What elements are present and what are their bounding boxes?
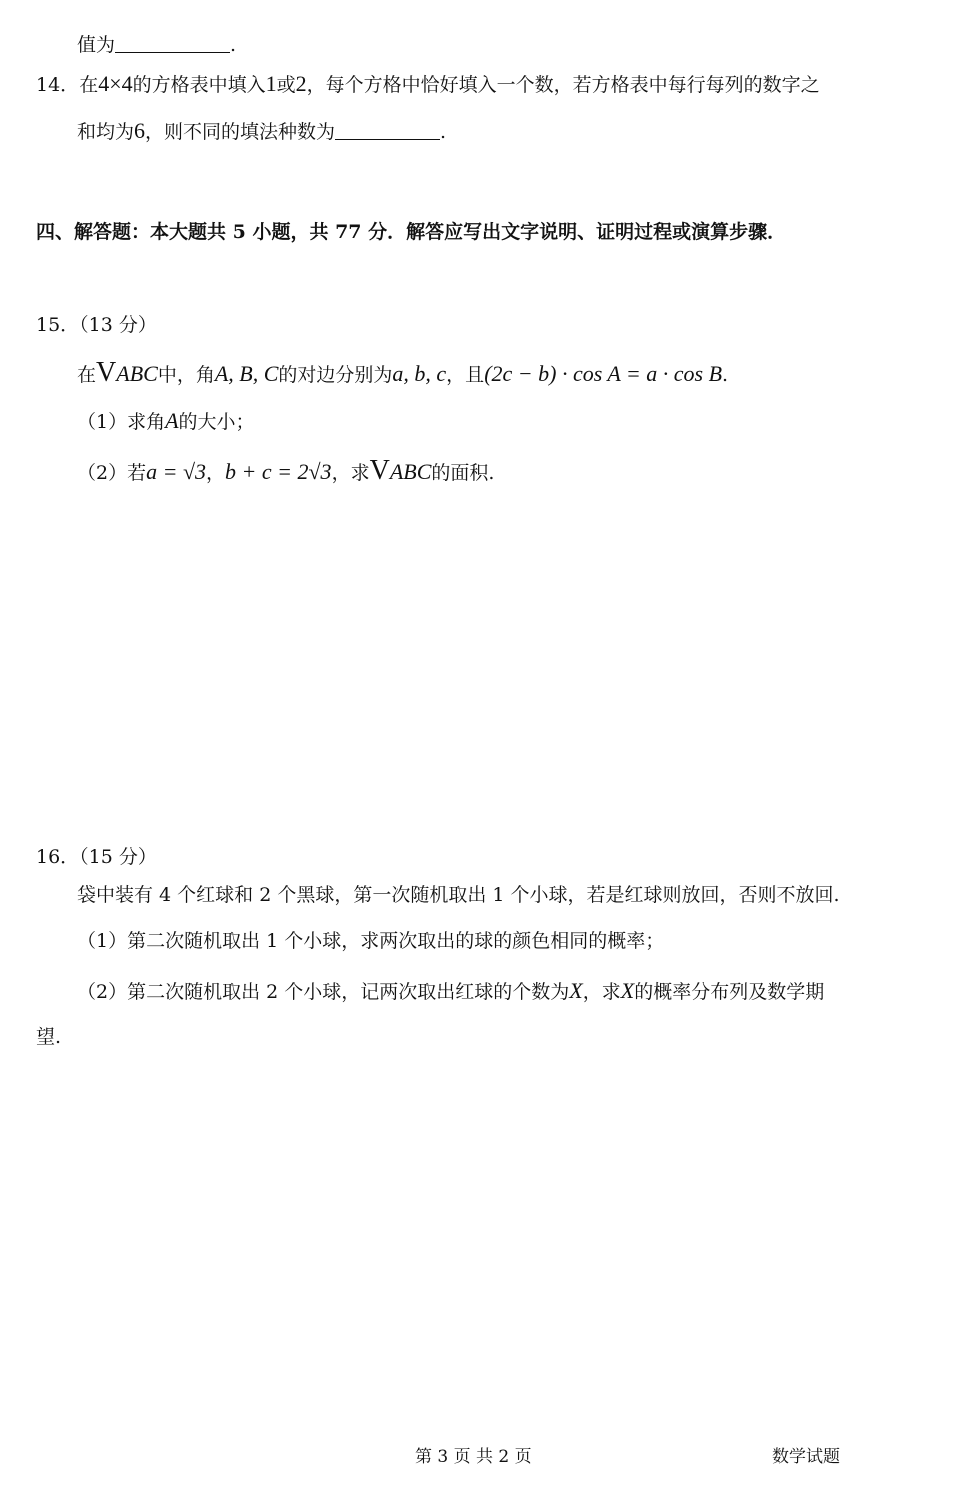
q15-part-1 xyxy=(77,408,255,434)
q15-p2-text: ，求 xyxy=(331,462,370,484)
q14-text: ，则不同的填法种数为 xyxy=(145,121,336,143)
q15-math-angles: A, B, C xyxy=(214,361,279,386)
q16-part-1: （1）第二次随机取出 1 个小球，求两次取出的球的颜色相同的概率； xyxy=(77,930,665,952)
q16-header: 16．（15 分） xyxy=(36,846,157,868)
triangle-symbol: V xyxy=(369,455,390,486)
q14-math-grid: 4×4 xyxy=(98,71,133,96)
q15-p1-text: 的大小； xyxy=(178,411,255,433)
q16-part-2-continued: 望. xyxy=(36,1026,62,1048)
q16-p2-text: 的概率分布列及数学期 xyxy=(634,981,825,1003)
q15-p1-text: （1）求角 xyxy=(77,411,166,433)
q14-text: 和均为 xyxy=(77,121,135,143)
q15-text: 在 xyxy=(77,364,97,386)
q14-line-1 xyxy=(36,71,820,97)
q15-text: 中，角 xyxy=(157,364,215,386)
q13-answer-blank xyxy=(115,34,230,53)
q15-math-abc: ABC xyxy=(116,361,158,386)
q14-math-six: 6 xyxy=(134,118,146,143)
q16-part-2 xyxy=(77,978,824,1004)
q14-line-2 xyxy=(77,118,446,144)
q14-period: . xyxy=(440,121,447,143)
q15-math-equation: (2c − b) · cos A = a · cos B xyxy=(484,361,723,386)
q14-text: 在 xyxy=(79,74,99,96)
q16-p2-math-x: X xyxy=(569,978,583,1003)
triangle-symbol: V xyxy=(96,357,117,388)
q15-part-2 xyxy=(77,454,494,488)
q14-answer-blank xyxy=(335,121,440,140)
q16-p2-math-x: X xyxy=(620,978,635,1003)
q14-math-one: 1 xyxy=(265,71,277,96)
page-number: 第 3 页 共 2 页 xyxy=(415,1447,532,1467)
subject-label: 数学试题 xyxy=(772,1447,840,1467)
q15-p2-math-bc: b + c = 2√3 xyxy=(225,459,332,484)
q14-text: ，每个方格中恰好填入一个数，若方格表中每行每列的数字之 xyxy=(306,74,820,96)
q15-p2-text: 的面积. xyxy=(431,462,495,484)
q15-math-sides: a, b, c xyxy=(392,361,447,386)
q15-p2-text: ， xyxy=(206,462,226,484)
q14-number: 14． xyxy=(36,74,80,96)
q16-p2-text: ，求 xyxy=(582,981,621,1003)
q14-text: 或 xyxy=(276,74,296,96)
q14-math-two: 2 xyxy=(295,71,307,96)
section-heading: 四、解答题：本大题共 5 小题，共 77 分．解答应写出文字说明、证明过程或演算步骤． xyxy=(36,221,787,243)
q15-text: ，且 xyxy=(446,364,485,386)
q13-period: . xyxy=(230,34,237,56)
q15-stem xyxy=(77,356,728,390)
q16-p2-text: （2）第二次随机取出 2 个小球，记两次取出红球的个数为 xyxy=(77,981,570,1003)
q15-p2-math-a: a = √3 xyxy=(146,459,207,484)
q15-p2-text: （2）若 xyxy=(77,462,147,484)
q15-header: 15．（13 分） xyxy=(36,314,157,336)
q13-answer-line xyxy=(77,34,236,57)
q15-text: 的对边分别为 xyxy=(278,364,393,386)
q15-p2-math-abc: ABC xyxy=(389,459,432,484)
q14-text: 的方格表中填入 xyxy=(132,74,266,96)
q15-period: . xyxy=(722,364,729,386)
q15-p1-math: A xyxy=(165,408,179,433)
q16-stem: 袋中装有 4 个红球和 2 个黑球，第一次随机取出 1 个小球，若是红球则放回，否则不放回. xyxy=(77,884,840,906)
q13-text: 值为 xyxy=(77,34,116,56)
